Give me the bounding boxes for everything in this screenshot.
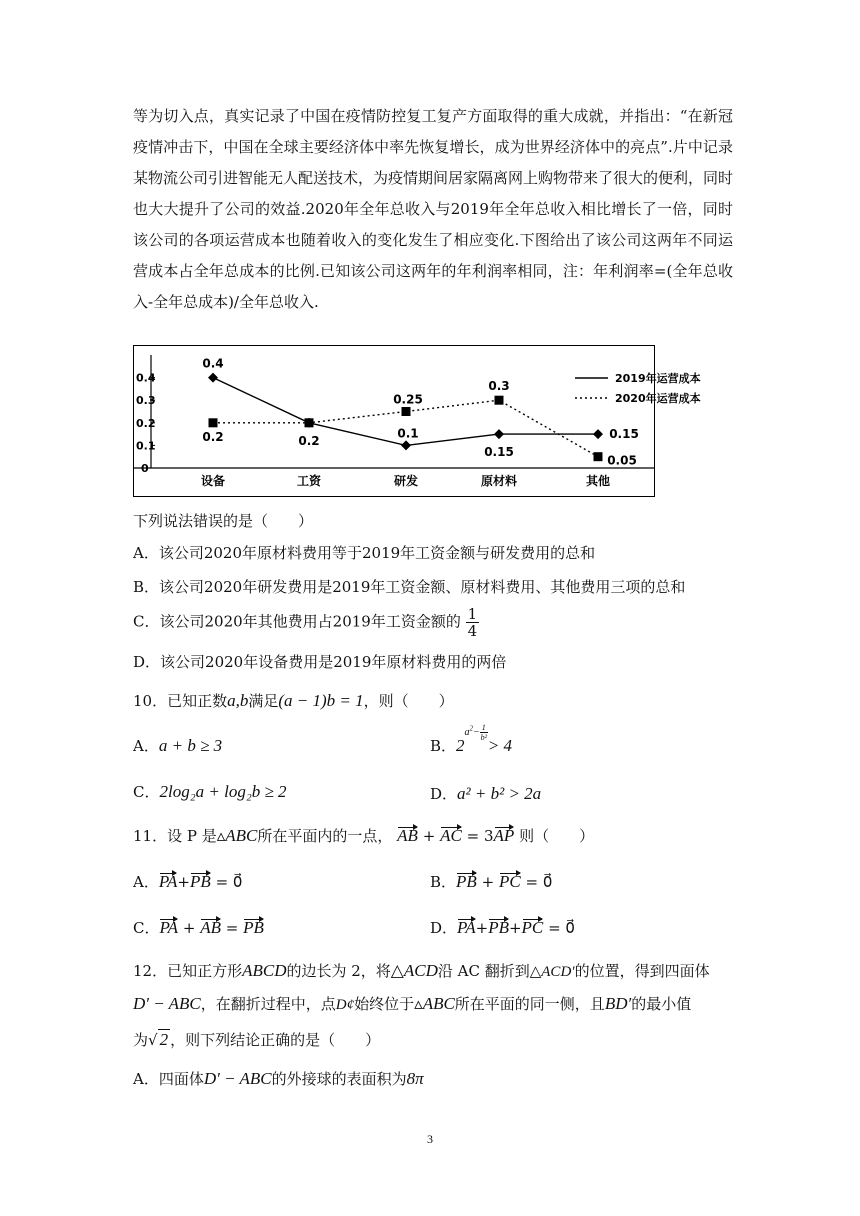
q9-option-d: D．该公司2020年设备费用是2019年原材料费用的两倍: [133, 653, 507, 671]
cost-ratio-chart: [133, 345, 701, 497]
data-point: [594, 452, 603, 461]
data-label: 0.05: [607, 453, 637, 468]
q12-line-1: 12．已知正方形ABCD的边长为 2，将△ACD沿 AC 翻折到△ACD′的位置，得到四面体: [133, 961, 710, 980]
category-label: 研发: [393, 474, 419, 488]
data-point: [401, 440, 411, 450]
q9-option-c-text: C．该公司2020年其他费用占2019年工资金额的: [133, 612, 461, 631]
data-label: 0.2: [202, 429, 224, 444]
q10-stem: 10．已知正数a,b满足(a − 1)b = 1，则（ ）: [133, 691, 454, 710]
data-label: 0.15: [484, 445, 514, 460]
category-label: 其他: [585, 474, 611, 488]
data-label: 0.1: [397, 426, 419, 441]
category-label: 工资: [296, 474, 322, 488]
q12-line-2: D′ − ABC，在翻折过程中，点D¢始终位于▵ABC所在平面的同一侧，且BD′的最小值: [133, 994, 692, 1013]
q12-line-3: 为√ 2 ，则下列结论正确的是（ ）: [133, 1030, 381, 1049]
q11-option-c: C．PA + AB = PB: [133, 918, 264, 937]
data-point: [209, 418, 218, 427]
q11-option-b: B．PB + PC = 0⃗: [430, 872, 553, 891]
legend-label: 2019年运营成本: [615, 372, 701, 385]
data-label: 0.15: [609, 427, 639, 442]
data-point: [305, 418, 314, 427]
data-label: 0.3: [488, 379, 510, 394]
q9-option-c: [133, 606, 479, 639]
data-point: [495, 396, 504, 405]
data-point: [494, 429, 504, 439]
data-label: 0.2: [298, 433, 320, 448]
page-number: 3: [427, 1132, 433, 1146]
data-point: [402, 407, 411, 416]
intro-paragraph: 等为切入点，真实记录了中国在疫情防控复工复产方面取得的重大成就，并指出：“在新冠疫情冲击下，中国在全球主要经济体中率先恢复增长，成为世界经济体中的亮点”.片中记录某物流公司引进智能无人配送技术，为疫情期间居家隔离网上购物带来了很大的便利，同时也大大提升了公司的效益.2020年全年总收入与2019年全年总收入相比增长了一倍，同时该公司的各项运营成本也随着收入的变化发生了相应变化.下图给出了该公司这两年不同运营成本占全年总成本的比例.已知该公司这两年的年利润率相同，注：年利润率=(全年总收入-全年总成本)/全年总收入.: [133, 107, 734, 311]
fraction-one-quarter: $\frac{1}{4}$: [467, 605, 478, 640]
q11-stem: 11．设 P 是▵ABC所在平面内的一点， AB + AC = 3AP 则（ ）: [133, 826, 595, 845]
q10-option-a: A．a + b ≥ 3: [133, 736, 223, 755]
q10-option-b: B．$2^{a^2- \frac{1}{\text{b²}}}$ > 4: [430, 723, 513, 755]
q9-option-a: A．该公司2020年原材料费用等于2019年工资金额与研发费用的总和: [133, 544, 596, 562]
y-tick-label: 0: [141, 462, 149, 475]
q10-option-c: C．2log₂a + log₂b ≥ 2: [133, 782, 287, 801]
category-label: 原材料: [480, 474, 518, 488]
q10-option-d: D．a² + b² > 2a: [430, 784, 542, 803]
q11-option-d: D．PA+PB+PC = 0⃗: [430, 918, 575, 937]
q9-option-b: B．该公司2020年研发费用是2019年工资金额、原材料费用、其他费用三项的总和: [133, 578, 686, 596]
y-tick-label: 0.4: [136, 371, 156, 385]
q11-option-a: A．PA+PB = 0⃗: [133, 872, 243, 891]
data-label: 0.25: [393, 392, 423, 407]
y-tick-label: 0.2: [136, 416, 156, 430]
q9-stem: 下列说法错误的是（ ）: [133, 512, 314, 530]
q12-option-a: A．四面体D′ − ABC的外接球的表面积为8π: [133, 1069, 424, 1088]
data-point: [208, 373, 218, 383]
data-label: 0.4: [202, 356, 224, 371]
y-tick-label: 0.3: [136, 394, 156, 408]
data-point: [593, 429, 603, 439]
category-label: 设备: [200, 474, 226, 488]
legend-label: 2020年运营成本: [615, 392, 701, 405]
y-tick-label: 0.1: [136, 439, 156, 453]
